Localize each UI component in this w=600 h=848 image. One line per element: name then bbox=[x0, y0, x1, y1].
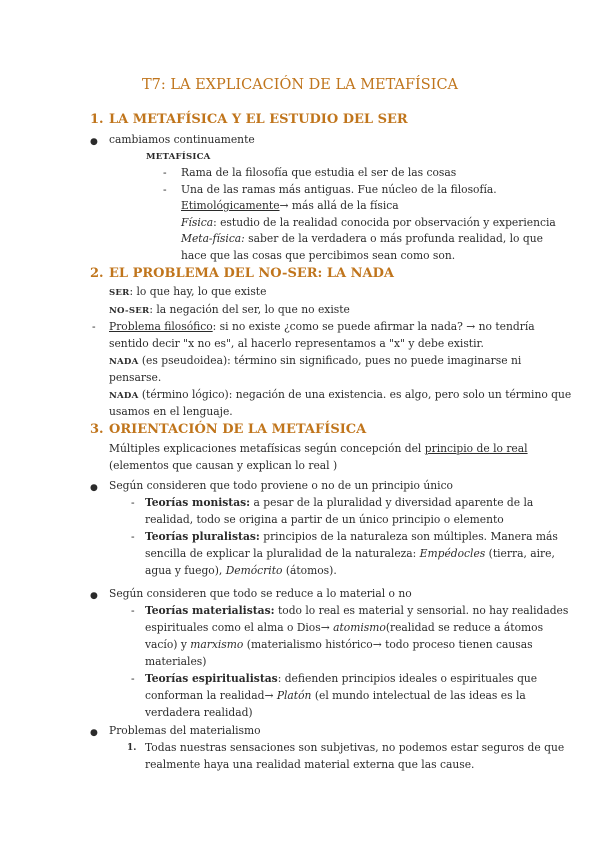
s3-monistas bbox=[145, 496, 533, 510]
pluralistas-label: Teorías pluralistas: bbox=[145, 530, 260, 543]
numbered-item-1: 1. bbox=[127, 743, 137, 753]
atomismo: atomismo bbox=[333, 621, 386, 634]
section-2-heading: EL PROBLEMA DEL NO-SER: LA NADA bbox=[109, 266, 394, 281]
problema-rest: : si no existe ¿como se puede afirmar la nada? → no tendría bbox=[212, 320, 535, 333]
s3-problem-1: Todas nuestras sensaciones son subjetivas, no podemos estar seguros de que bbox=[145, 741, 565, 754]
s3-materialistas-cont-2 bbox=[145, 638, 533, 652]
plu-text-4: (átomos). bbox=[282, 564, 337, 577]
section-1-number: 1. bbox=[90, 112, 104, 127]
etym-label: Etimológicamente bbox=[181, 199, 280, 212]
noser-rest: : la negación del ser, lo que no existe bbox=[149, 303, 350, 316]
platon: Platón bbox=[276, 689, 312, 702]
s3-intro bbox=[109, 442, 528, 456]
s3-monistas-cont: realidad, todo se origina a partir de un único principio o elemento bbox=[145, 513, 504, 526]
s2-problema-cont: sentido decir "x no es", al hacerlo representamos a "x" y debe existir. bbox=[109, 337, 484, 350]
s3-espiritualistas bbox=[145, 672, 537, 686]
materialistas-label: Teorías materialistas: bbox=[145, 604, 275, 617]
empedocles: Empédocles bbox=[419, 547, 486, 560]
meta-rest: saber de la verdadera o más profunda realidad, lo que bbox=[244, 232, 543, 245]
espiritualistas-label: Teorías espiritualistas bbox=[145, 672, 278, 685]
dash-icon: - bbox=[163, 166, 167, 179]
s2-ser bbox=[109, 285, 266, 300]
mat-text: espirituales como el alma o Dios→ bbox=[145, 621, 334, 634]
s1-metafisica-cont: hace que las cosas que percibimos sean como son. bbox=[181, 249, 456, 262]
s1-metafisica bbox=[181, 232, 543, 246]
dash-icon: - bbox=[163, 183, 167, 196]
s3-bullet-1: Según consideren que todo proviene o no de un principio único bbox=[109, 479, 453, 492]
dash-icon: - bbox=[131, 496, 135, 509]
s1-bullet-text: cambiamos continuamente bbox=[109, 133, 255, 146]
etym-rest: → más allá de la física bbox=[279, 199, 399, 212]
mat-text-3: vacío) y bbox=[145, 638, 191, 651]
nada1-label: NADA bbox=[109, 357, 139, 367]
dash-icon: - bbox=[131, 604, 135, 617]
s3-materialistas bbox=[145, 604, 568, 618]
s2-problema bbox=[109, 320, 535, 334]
s2-nada-1 bbox=[109, 354, 521, 369]
s3-problem-1-cont: realmente haya una realidad material externa que las cause. bbox=[145, 758, 475, 771]
s1-def-2: Una de las ramas más antiguas. Fue núcleo de la filosofía. bbox=[181, 183, 497, 196]
section-3-number: 3. bbox=[90, 422, 104, 437]
pluralistas-rest: principios de la naturaleza son múltiples. Manera más bbox=[259, 530, 558, 543]
s1-def-1: Rama de la filosofía que estudia el ser de las cosas bbox=[181, 166, 457, 179]
esp-text: conforman la realidad→ bbox=[145, 689, 277, 702]
s2-nada-2-cont: usamos en el lenguaje. bbox=[109, 405, 233, 418]
section-3-heading: ORIENTACIÓN DE LA METAFÍSICA bbox=[109, 422, 367, 437]
section-1-heading: LA METAFÍSICA Y EL ESTUDIO DEL SER bbox=[109, 112, 408, 127]
s3-pluralistas bbox=[145, 530, 558, 544]
s2-nada-1-cont: pensarse. bbox=[109, 371, 162, 384]
noser-label: NO-SER bbox=[109, 306, 150, 316]
plu-text-2: (tierra, aire, bbox=[485, 547, 555, 560]
section-2-number: 2. bbox=[90, 266, 104, 281]
mat-text-4: (materialismo histórico→ todo proceso tienen causas bbox=[243, 638, 533, 651]
mat-text-2: (realidad se reduce a átomos bbox=[385, 621, 544, 634]
intro-text: Múltiples explicaciones metafísicas según concepción del bbox=[109, 442, 425, 455]
dash-icon: - bbox=[131, 530, 135, 543]
bullet-icon: ● bbox=[90, 591, 98, 601]
espiritualistas-rest: : defienden principios ideales o espirituales que bbox=[277, 672, 538, 685]
s3-espiritualistas-cont bbox=[145, 689, 526, 703]
fisica-rest: : estudio de la realidad conocida por observación y experiencia bbox=[213, 216, 556, 229]
s1-term: METAFÍSICA bbox=[146, 152, 211, 162]
s3-pluralistas-cont-2 bbox=[145, 564, 337, 578]
marxismo: marxismo bbox=[190, 638, 244, 651]
s2-noser bbox=[109, 303, 350, 318]
s3-bullet-2: Según consideren que todo se reduce a lo material o no bbox=[109, 587, 412, 600]
page-title: T7: LA EXPLICACIÓN DE LA METAFÍSICA bbox=[141, 77, 459, 93]
s2-nada-2 bbox=[109, 388, 571, 403]
s3-bullet-3: Problemas del materialismo bbox=[109, 724, 261, 737]
plu-text: sencilla de explicar la pluralidad de la naturaleza: bbox=[145, 547, 420, 560]
bullet-icon: ● bbox=[90, 483, 98, 493]
dash-icon: - bbox=[131, 672, 135, 685]
nada2-rest: (término lógico): negación de una existencia. es algo, pero solo un término que bbox=[138, 388, 572, 401]
intro-link: principio de lo real bbox=[424, 442, 528, 455]
materialistas-rest: todo lo real es material y sensorial. no hay realidades bbox=[274, 604, 569, 617]
fisica-label: Física bbox=[181, 216, 214, 229]
plu-text-3: agua y fuego), bbox=[145, 564, 226, 577]
ser-rest: : lo que hay, lo que existe bbox=[129, 285, 267, 298]
democrito: Demócrito bbox=[225, 564, 283, 577]
s1-fisica bbox=[181, 216, 556, 230]
meta-label: Meta-física: bbox=[181, 232, 245, 245]
s3-pluralistas-cont bbox=[145, 547, 555, 561]
s3-materialistas-cont-3: materiales) bbox=[145, 655, 207, 668]
monistas-rest: a pesar de la pluralidad y diversidad aparente de la bbox=[250, 496, 534, 509]
bullet-icon: ● bbox=[90, 728, 98, 738]
s3-espiritualistas-cont-2: verdadera realidad) bbox=[145, 706, 253, 719]
esp-text-2: (el mundo intelectual de las ideas es la bbox=[311, 689, 526, 702]
s3-intro-cont: (elementos que causan y explican lo real ) bbox=[109, 459, 338, 472]
nada2-label: NADA bbox=[109, 391, 139, 401]
s3-materialistas-cont bbox=[145, 621, 543, 635]
bullet-icon: ● bbox=[90, 137, 98, 147]
ser-label: SER bbox=[109, 288, 130, 298]
problema-label: Problema filosófico bbox=[109, 320, 213, 333]
s1-etym bbox=[181, 199, 399, 213]
monistas-label: Teorías monistas: bbox=[145, 496, 251, 509]
nada1-rest: (es pseudoidea): término sin significado, pues no puede imaginarse ni bbox=[138, 354, 522, 367]
dash-icon: - bbox=[92, 320, 96, 333]
